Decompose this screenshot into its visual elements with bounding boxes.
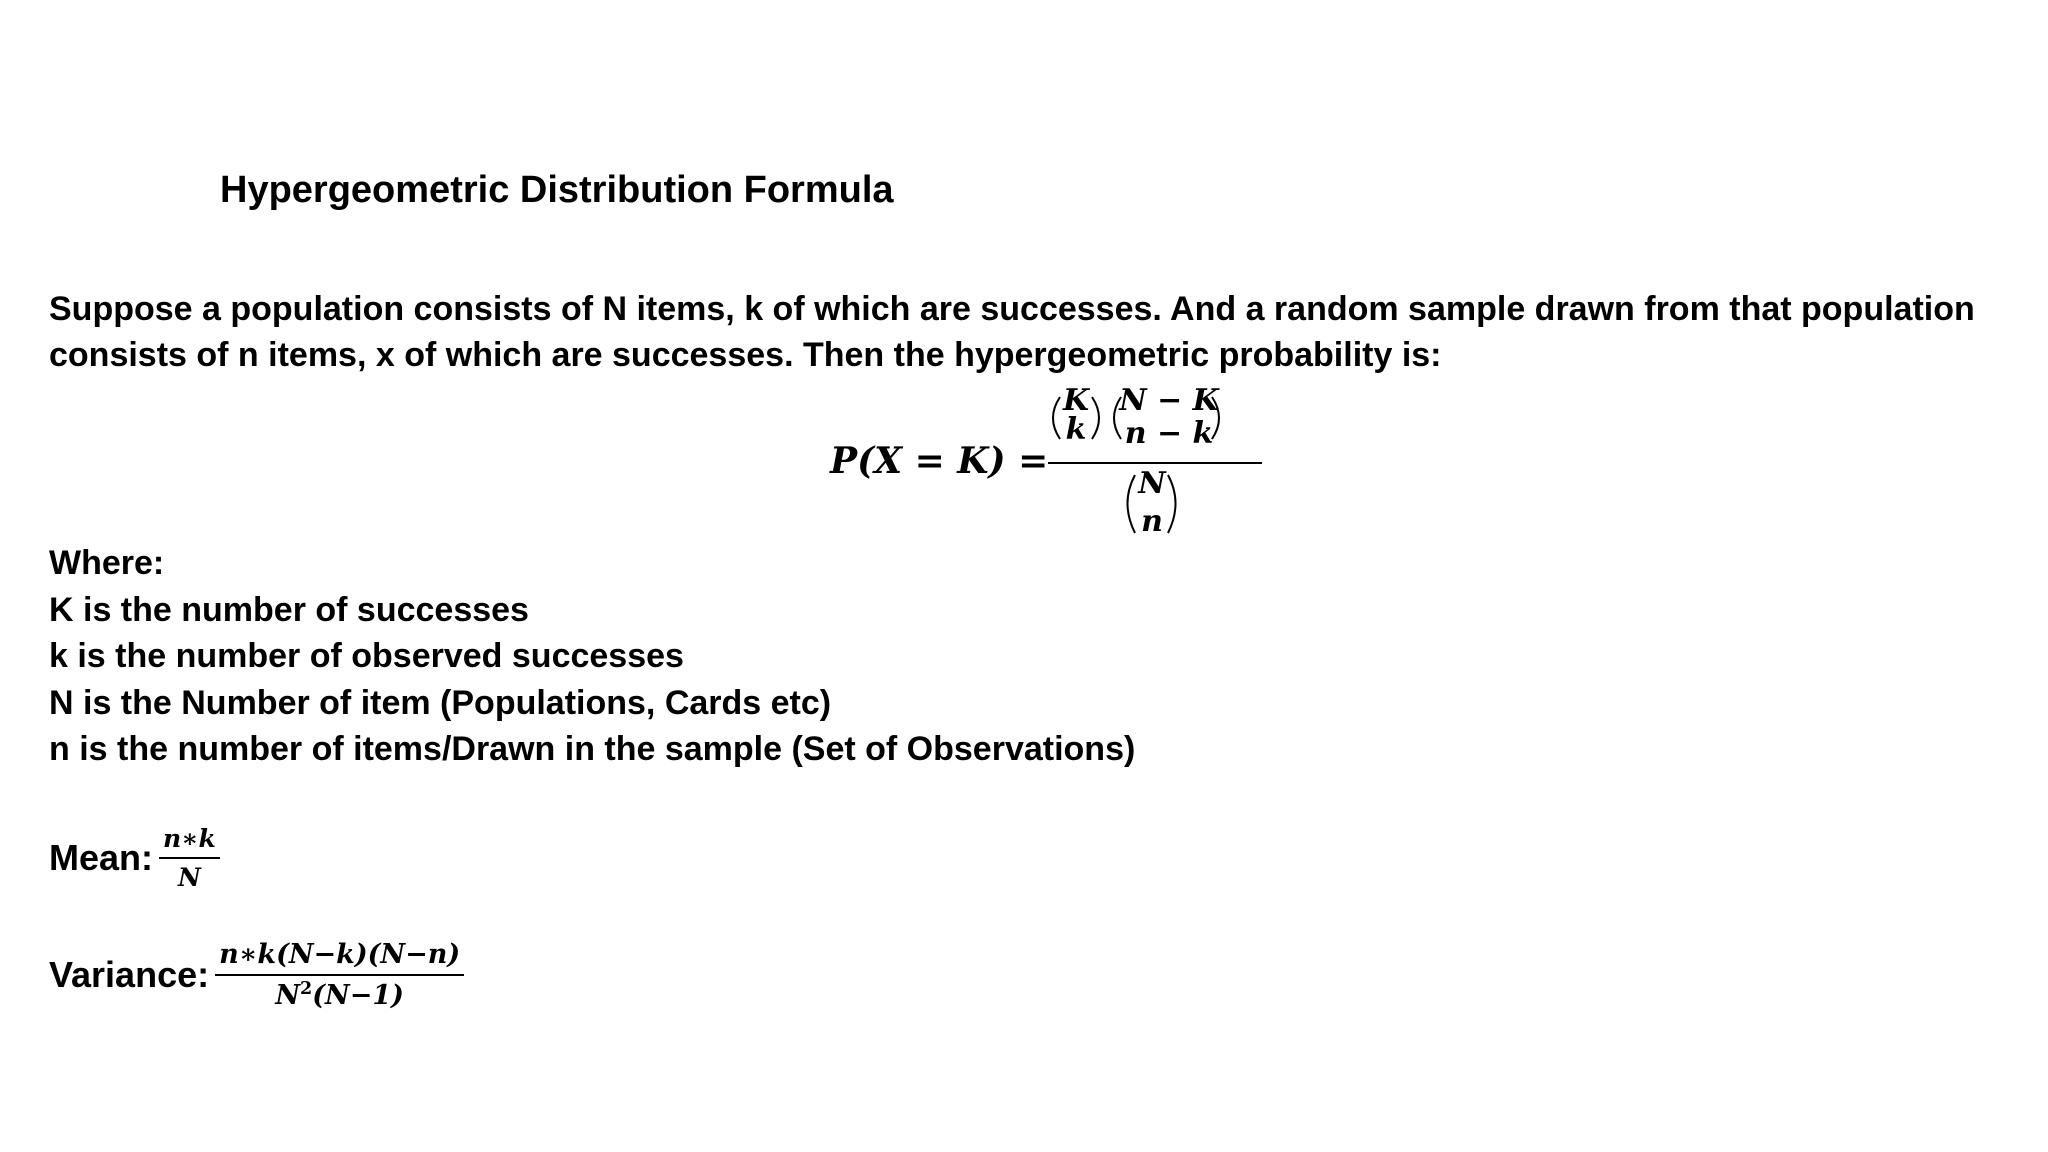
variance-denominator xyxy=(271,976,408,1011)
binomial-1-bottom: k xyxy=(1065,412,1087,447)
intro-line-1: Suppose a population consists of N items, k of which are successes. And a random sample drawn from that population xyxy=(49,290,1975,328)
definitions-list xyxy=(49,540,1135,773)
where-heading: Where: xyxy=(49,544,165,582)
definition-item: N is the Number of item (Populations, Cards etc) xyxy=(49,683,832,722)
variance-fraction xyxy=(215,939,464,1011)
binomial-nk-choose-nk xyxy=(1114,383,1221,451)
intro-paragraph xyxy=(49,286,2029,378)
binomial-n-choose-n xyxy=(1128,466,1176,539)
binomial-3-bottom: n xyxy=(1141,504,1163,539)
definition-item: n is the number of items/Drawn in the sample (Set of Observations) xyxy=(49,730,1136,768)
variance-formula xyxy=(49,930,464,1020)
mean-fraction xyxy=(159,824,220,892)
mean-denominator: N xyxy=(177,863,201,892)
definition-item: K is the number of successes xyxy=(49,590,529,629)
mean-formula xyxy=(49,818,220,898)
variance-denominator-base: N xyxy=(275,980,301,1011)
binomial-1-top: K xyxy=(1062,383,1090,418)
variance-denominator-exponent: 2 xyxy=(300,979,313,999)
binomial-k-choose-k xyxy=(1053,383,1099,447)
variance-numerator: n∗k(N−k)(N−n) xyxy=(219,939,461,970)
binomial-2-bottom: n − k xyxy=(1124,416,1214,451)
intro-line-2: consists of n items, x of which are successes. Then the hypergeometric probability is: xyxy=(49,336,1442,374)
binomial-3-top: N xyxy=(1138,466,1166,501)
definition-item: k is the number of observed successes xyxy=(49,637,684,675)
formula-lhs: P(X = K) = xyxy=(830,440,1049,482)
mean-label: Mean: xyxy=(49,837,154,878)
binomial-2-top: N − K xyxy=(1119,383,1219,418)
hypergeometric-formula xyxy=(820,375,1280,550)
slide-title: Hypergeometric Distribution Formula xyxy=(220,169,894,211)
variance-label: Variance: xyxy=(49,954,210,995)
variance-denominator-rest: (N−1) xyxy=(312,980,404,1011)
mean-numerator: n∗k xyxy=(163,824,216,853)
